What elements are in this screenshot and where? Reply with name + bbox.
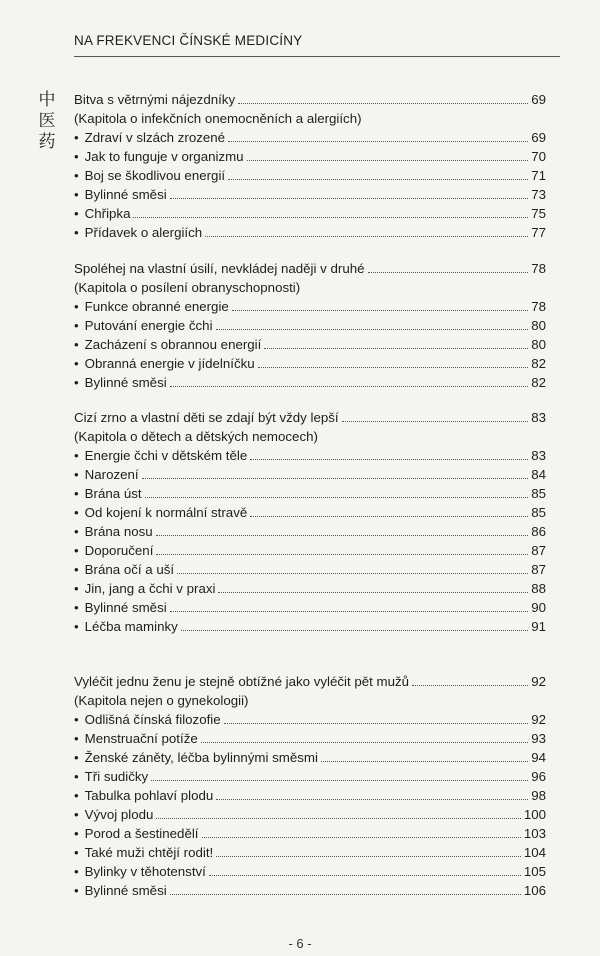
page-number: 82 [531,356,546,371]
dot-leader [133,205,528,218]
toc-item [74,522,546,541]
dot-leader [170,599,529,612]
toc-chapter-row [74,408,546,427]
page-number: 70 [531,149,546,164]
item-title: • Bylinné směsi [74,185,167,204]
toc-item [74,484,546,503]
page-number: 105 [523,864,546,879]
item-title: • Putování energie čchi [74,316,213,335]
page-number: 82 [531,375,546,390]
glyph-yao: 药 [38,132,56,152]
item-title: • Jak to funguje v organizmu [74,147,244,166]
toc-item [74,541,546,560]
toc-item [74,503,546,522]
item-title: • Léčba maminky [74,617,178,636]
dot-leader [228,129,528,142]
toc-item [74,805,546,824]
page-number: 87 [531,543,546,558]
toc-item [74,843,546,862]
item-title: • Tři sudičky [74,767,148,786]
dot-leader [156,806,520,819]
page-number: 75 [531,206,546,221]
page-number: 100 [523,807,546,822]
toc-item [74,316,546,335]
page-number: 96 [531,769,546,784]
toc-section [74,90,546,242]
page-number: 93 [531,731,546,746]
dot-leader [216,844,521,857]
dot-leader [142,466,529,479]
toc-item [74,223,546,242]
dot-leader [321,749,528,762]
dot-leader [264,336,528,349]
page-number: 83 [531,448,546,463]
dot-leader [342,409,529,422]
toc-item [74,767,546,786]
item-title: • Zacházení s obrannou energií [74,335,261,354]
toc-item [74,297,546,316]
chapter-subtitle: (Kapitola nejen o gynekologii) [74,693,249,708]
chapter-subtitle: (Kapitola o infekčních onemocněních a alergiích) [74,111,362,126]
toc-item [74,710,546,729]
glyph-zhong: 中 [38,90,56,110]
dot-leader [232,298,528,311]
page-number: 80 [531,318,546,333]
dot-leader [412,673,528,686]
page-number: 86 [531,524,546,539]
toc-item [74,748,546,767]
dot-leader [145,485,529,498]
item-title: • Přídavek o alergiích [74,223,202,242]
toc-item [74,147,546,166]
toc-item [74,824,546,843]
item-title: • Odlišná čínská filozofie [74,710,221,729]
dot-leader [216,317,529,330]
item-title: • Tabulka pohlaví plodu [74,786,213,805]
item-title: • Brána úst [74,484,142,503]
item-title: • Obranná energie v jídelníčku [74,354,255,373]
dot-leader [368,260,529,273]
toc-section [74,408,546,636]
page-number: 78 [531,261,546,276]
page-number: 85 [531,486,546,501]
item-title: • Od kojení k normální stravě [74,503,247,522]
toc-item [74,128,546,147]
page-number: 104 [523,845,546,860]
page-footer-number: - 6 - [288,936,312,951]
page-number: 98 [531,788,546,803]
page-number: 80 [531,337,546,352]
page-number: 71 [531,168,546,183]
dot-leader [209,863,521,876]
dot-leader [170,374,529,387]
dot-leader [181,618,528,631]
dot-leader [258,355,529,368]
dot-leader [170,882,521,895]
page-number: 92 [531,674,546,689]
item-title: • Bylinky v těhotenství [74,862,206,881]
page-number: 77 [531,225,546,240]
page-number: 90 [531,600,546,615]
toc-item [74,881,546,900]
chapter-title: Cizí zrno a vlastní děti se zdají být vždy lepší [74,410,339,425]
item-title: • Bylinné směsi [74,598,167,617]
dot-leader [228,167,528,180]
dot-leader [202,825,521,838]
item-title: • Zdraví v slzách zrozené [74,128,225,147]
toc-item [74,204,546,223]
toc-section [74,259,546,392]
toc-item [74,335,546,354]
item-title: • Také muži chtějí rodit! [74,843,213,862]
toc-section [74,672,546,900]
toc-item [74,579,546,598]
page-number: 84 [531,467,546,482]
dot-leader [250,447,528,460]
page-number: 106 [523,883,546,898]
page-number: 91 [531,619,546,634]
dot-leader [247,148,529,161]
item-title: • Brána očí a uší [74,560,174,579]
toc-item [74,166,546,185]
toc-item [74,729,546,748]
toc-chapter-row [74,90,546,109]
toc-item [74,560,546,579]
item-title: • Jin, jang a čchi v praxi [74,579,215,598]
toc-item [74,354,546,373]
chapter-title: Vyléčit jednu ženu je stejně obtížné jako vyléčit pět mužů [74,674,410,689]
item-title: • Doporučení [74,541,153,560]
item-title: • Boj se škodlivou energií [74,166,225,185]
page-number: 78 [531,299,546,314]
item-title: • Ženské záněty, léčba bylinnými směsmi [74,748,318,767]
item-title: • Vývoj plodu [74,805,153,824]
page-number: 87 [531,562,546,577]
page-number: 69 [531,130,546,145]
item-title: • Funkce obranné energie [74,297,229,316]
header-rule [74,56,560,57]
chapter-title: Spoléhej na vlastní úsilí, nevkládej naději v druhé [74,261,365,276]
item-title: • Energie čchi v dětském těle [74,446,247,465]
item-title: • Porod a šestinedělí [74,824,199,843]
chapter-subtitle: (Kapitola o dětech a dětských nemocech) [74,429,318,444]
page-number: 94 [531,750,546,765]
toc-item [74,598,546,617]
toc-chapter-row [74,259,546,278]
item-title: • Chřipka [74,204,130,223]
dot-leader [177,561,528,574]
toc-chapter-row [74,672,546,691]
chapter-subtitle: (Kapitola o posílení obranyschopnosti) [74,280,301,295]
page-number: 69 [531,92,546,107]
page-number: 83 [531,410,546,425]
toc-item [74,446,546,465]
page-number: 103 [523,826,546,841]
dot-leader [224,711,529,724]
page-number: 73 [531,187,546,202]
dot-leader [238,91,528,104]
dot-leader [156,542,528,555]
chinese-glyphs [36,90,58,153]
dot-leader [156,523,529,536]
dot-leader [151,768,528,781]
item-title: • Narození [74,465,139,484]
running-header: NA FREKVENCI ČÍNSKÉ MEDICÍNY [74,33,303,48]
dot-leader [201,730,528,743]
page-number: 85 [531,505,546,520]
page-number: 92 [531,712,546,727]
page-number: 88 [531,581,546,596]
dot-leader [205,224,528,237]
item-title: • Bylinné směsi [74,881,167,900]
toc-item [74,185,546,204]
toc-item [74,617,546,636]
toc-item [74,465,546,484]
dot-leader [250,504,528,517]
item-title: • Brána nosu [74,522,153,541]
item-title: • Bylinné směsi [74,373,167,392]
item-title: • Menstruační potíže [74,729,198,748]
toc-item [74,862,546,881]
chapter-title: Bitva s větrnými nájezdníky [74,92,236,107]
dot-leader [170,186,529,199]
toc-item [74,786,546,805]
dot-leader [218,580,528,593]
dot-leader [216,787,528,800]
toc-item [74,373,546,392]
glyph-yi: 医 [38,111,56,131]
